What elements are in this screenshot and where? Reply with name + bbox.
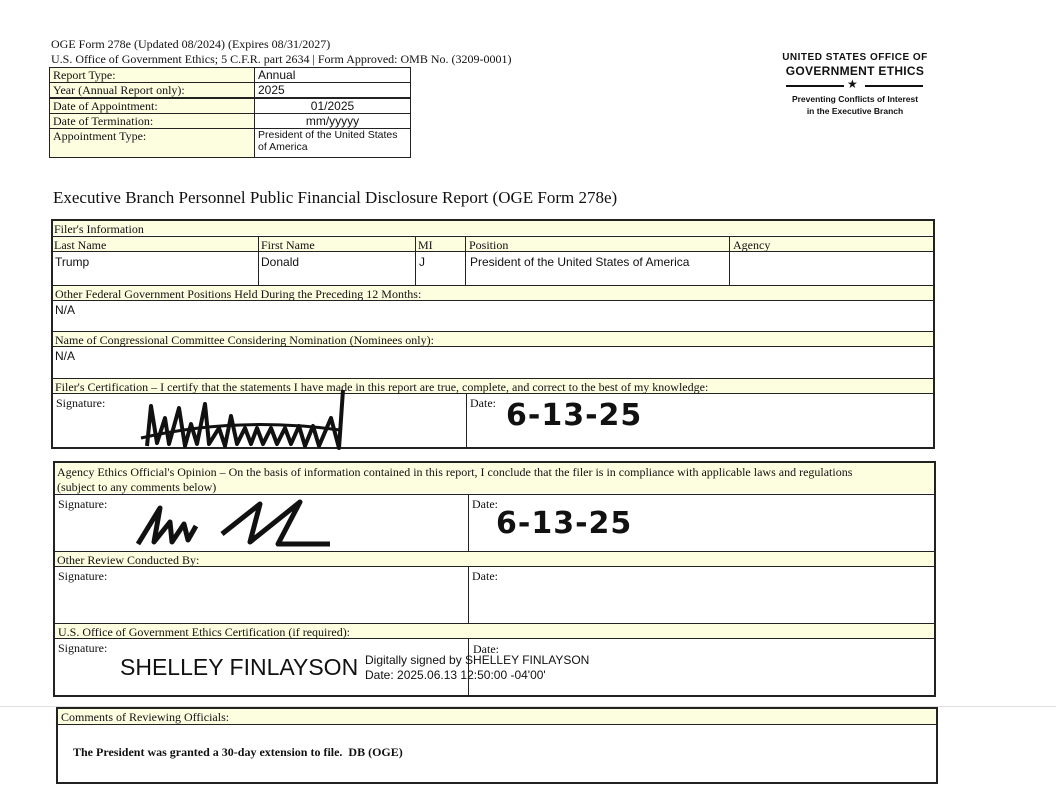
other-positions-label: Other Federal Government Positions Held During the Preceding 12 Months: — [55, 287, 422, 301]
agency-signature-graphic — [130, 494, 340, 556]
form-version-line: OGE Form 278e (Updated 08/2024) (Expires 08/31/2027) — [51, 37, 331, 51]
page-title: Executive Branch Personnel Public Financial Disclosure Report (OGE Form 278e) — [53, 188, 618, 207]
position-value: President of the United States of America — [470, 255, 690, 269]
oge-certification-label: U.S. Office of Government Ethics Certification (if required): — [58, 625, 351, 639]
filer-section-label: Filer's Information — [54, 222, 144, 236]
logo-tagline2: in the Executive Branch — [806, 106, 904, 116]
digital-signature-date: Date: 2025.06.13 12:50:00 -04'00' — [365, 668, 546, 682]
logo-line2: GOVERNMENT ETHICS — [785, 64, 925, 78]
other-review-label: Other Review Conducted By: — [57, 553, 200, 567]
committee-label: Name of Congressional Committee Considering Nomination (Nominees only): — [55, 333, 434, 347]
last-name-label: Last Name — [54, 238, 107, 252]
other-review-date-label: Date: — [472, 569, 498, 583]
other-review-signature-label: Signature: — [58, 569, 108, 583]
filer-date-label: Date: — [470, 396, 496, 410]
appointment-type-value: President of the United States of America — [255, 129, 411, 158]
appointment-date-label: Date of Appointment: — [50, 98, 255, 114]
agency-opinion-label: Agency Ethics Official's Opinion – On the basis of information contained in this report, I conclude that the filer is in compliance with applicable laws and regulations — [57, 465, 853, 479]
oge-date-label: Date: — [473, 642, 499, 656]
agency-opinion-label-line2: (subject to any comments below) — [57, 480, 217, 494]
logo-divider — [770, 79, 940, 91]
termination-date-label: Date of Termination: — [50, 114, 255, 129]
oge-signer-name: SHELLEY FINLAYSON — [120, 654, 359, 680]
filer-signature-graphic — [135, 388, 355, 454]
mi-label: MI — [418, 238, 433, 252]
agency-signature-date: 6-13-25 — [496, 506, 633, 541]
report-type-value: Annual — [255, 68, 411, 83]
year-label: Year (Annual Report only): — [50, 83, 255, 99]
filer-certification-label: Filer's Certification – I certify that the statements I have made in this report are true, complete, and correct to the best of my knowledge: — [55, 380, 709, 394]
comments-text: The President was granted a 30-day extension to file. DB (OGE) — [73, 745, 403, 759]
other-positions-value: N/A — [55, 303, 76, 317]
year-value: 2025 — [255, 83, 411, 99]
termination-date-value: mm/yyyyy — [255, 114, 411, 129]
first-name-label: First Name — [261, 238, 315, 252]
office-line: U.S. Office of Government Ethics; 5 C.F.R. part 2634 | Form Approved: OMB No. (3209-0001) — [51, 52, 512, 66]
logo-tagline1: Preventing Conflicts of Interest — [791, 94, 919, 104]
last-name-value: Trump — [55, 255, 90, 269]
committee-value: N/A — [55, 349, 76, 363]
star-icon: ★ — [847, 77, 858, 91]
first-name-value: Donald — [261, 255, 300, 269]
appointment-date-value: 01/2025 — [255, 98, 411, 114]
oge-signature-label: Signature: — [58, 641, 108, 655]
digital-signed-by: Digitally signed by SHELLEY FINLAYSON — [365, 653, 590, 667]
report-type-label: Report Type: — [50, 68, 255, 83]
position-label: Position — [469, 238, 509, 252]
mi-value: J — [419, 255, 425, 269]
logo-line1: UNITED STATES OFFICE OF — [782, 52, 928, 63]
filer-signature-label: Signature: — [56, 396, 106, 410]
report-info-table — [49, 67, 411, 158]
agency-label: Agency — [733, 238, 771, 252]
agency-signature-label: Signature: — [58, 497, 108, 511]
comments-label: Comments of Reviewing Officials: — [61, 710, 230, 724]
filer-signature-date: 6-13-25 — [506, 398, 643, 433]
agency-date-label: Date: — [472, 497, 498, 511]
oge-logo — [770, 52, 940, 117]
appointment-type-label: Appointment Type: — [50, 129, 255, 158]
